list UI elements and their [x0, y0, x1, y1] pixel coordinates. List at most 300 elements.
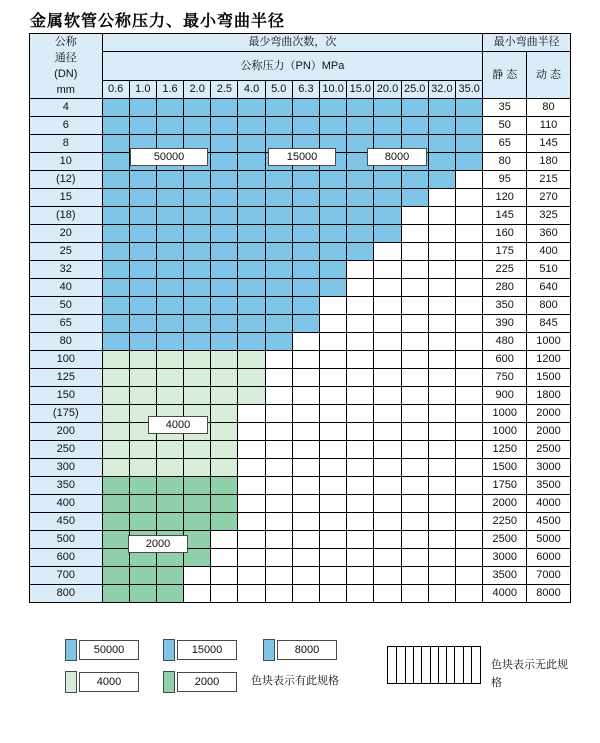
grid-cell — [374, 369, 401, 387]
legend-swatch — [163, 671, 175, 693]
dn-value: 4 — [30, 99, 103, 117]
static-radius: 750 — [483, 369, 527, 387]
grid-cell — [347, 531, 374, 549]
grid-cell — [184, 387, 211, 405]
grid-cell — [238, 351, 265, 369]
grid-cell — [320, 423, 347, 441]
table-row — [30, 423, 571, 441]
static-radius: 3500 — [483, 567, 527, 585]
grid-cell — [184, 351, 211, 369]
grid-cell — [455, 135, 482, 153]
table-row — [30, 171, 571, 189]
grid-cell — [238, 189, 265, 207]
grid-cell — [129, 387, 156, 405]
grid-cell — [102, 567, 129, 585]
grid-cell — [102, 369, 129, 387]
dn-header-line: (DN) — [54, 68, 78, 80]
pn-value-header: 1.0 — [129, 81, 156, 99]
dn-header-cell — [30, 34, 103, 99]
grid-cell — [129, 207, 156, 225]
grid-cell — [102, 207, 129, 225]
grid-cell — [156, 477, 183, 495]
grid-cell — [238, 495, 265, 513]
grid-cell — [455, 441, 482, 459]
page-title: 金属软管公称压力、最小弯曲半径 — [30, 13, 286, 30]
static-radius: 1000 — [483, 405, 527, 423]
grid-cell — [401, 261, 428, 279]
grid-cell — [374, 423, 401, 441]
grid-cell — [374, 549, 401, 567]
dn-value: 150 — [30, 387, 103, 405]
table-row — [30, 441, 571, 459]
grid-cell — [211, 531, 238, 549]
grid-cell — [455, 261, 482, 279]
grid-cell — [428, 477, 455, 495]
grid-cell — [211, 189, 238, 207]
grid-cell — [102, 495, 129, 513]
static-radius: 900 — [483, 387, 527, 405]
grid-cell — [428, 567, 455, 585]
grid-cell — [347, 315, 374, 333]
grid-cell — [265, 405, 292, 423]
grid-cell — [184, 441, 211, 459]
legend-swatch — [65, 671, 77, 693]
dn-value: 80 — [30, 333, 103, 351]
grid-cell — [320, 297, 347, 315]
grid-cell — [347, 117, 374, 135]
pn-value-header: 5.0 — [265, 81, 292, 99]
radius-dynamic-header: 动 态 — [527, 52, 571, 99]
table-row — [30, 117, 571, 135]
grid-cell — [320, 387, 347, 405]
dn-value: 800 — [30, 585, 103, 603]
grid-cell — [156, 189, 183, 207]
grid-cell — [156, 243, 183, 261]
radius-static-header: 静 态 — [483, 52, 527, 99]
header-row-2 — [30, 52, 571, 81]
grid-cell — [102, 477, 129, 495]
grid-cell — [455, 315, 482, 333]
legend-swatch — [163, 639, 175, 661]
table-row — [30, 387, 571, 405]
static-radius: 120 — [483, 189, 527, 207]
grid-cell — [156, 495, 183, 513]
grid-cell — [265, 279, 292, 297]
dynamic-radius: 510 — [527, 261, 571, 279]
grid-cell — [238, 423, 265, 441]
legend-box: 4000 — [79, 672, 139, 692]
static-radius: 480 — [483, 333, 527, 351]
grid-cell — [238, 369, 265, 387]
grid-cell — [129, 585, 156, 603]
grid-cell — [184, 495, 211, 513]
grid-cell — [320, 207, 347, 225]
grid-cell — [156, 513, 183, 531]
grid-cell — [238, 531, 265, 549]
grid-cell — [211, 99, 238, 117]
dynamic-radius: 7000 — [527, 567, 571, 585]
grid-cell — [156, 279, 183, 297]
grid-cell — [156, 567, 183, 585]
static-radius: 350 — [483, 297, 527, 315]
static-radius: 35 — [483, 99, 527, 117]
grid-cell — [102, 135, 129, 153]
grid-cell — [156, 117, 183, 135]
grid-cell — [238, 261, 265, 279]
dn-value: 65 — [30, 315, 103, 333]
grid-cell — [292, 459, 319, 477]
grid-cell — [374, 351, 401, 369]
bend-times-header: 最少弯曲次数，次 — [102, 34, 483, 52]
dynamic-radius: 3000 — [527, 459, 571, 477]
grid-cell — [320, 405, 347, 423]
grid-cell — [320, 441, 347, 459]
grid-cell — [292, 297, 319, 315]
static-radius: 1500 — [483, 459, 527, 477]
grid-cell — [320, 459, 347, 477]
dn-value: 6 — [30, 117, 103, 135]
grid-cell — [265, 369, 292, 387]
grid-cell — [292, 423, 319, 441]
dn-value: 125 — [30, 369, 103, 387]
grid-cell — [455, 387, 482, 405]
header-row-1 — [30, 34, 571, 52]
grid-cell — [129, 225, 156, 243]
grid-cell — [455, 495, 482, 513]
grid-cell — [428, 99, 455, 117]
pn-value-header: 15.0 — [347, 81, 374, 99]
dynamic-radius: 1200 — [527, 351, 571, 369]
grid-cell — [184, 459, 211, 477]
dynamic-radius: 180 — [527, 153, 571, 171]
grid-cell — [238, 99, 265, 117]
spec-table — [29, 33, 571, 603]
grid-cell — [455, 171, 482, 189]
dynamic-radius: 6000 — [527, 549, 571, 567]
table-row — [30, 531, 571, 549]
grid-cell — [238, 315, 265, 333]
overlay-value-15000: 15000 — [268, 148, 336, 166]
grid-cell — [428, 315, 455, 333]
grid-cell — [401, 315, 428, 333]
grid-cell — [102, 261, 129, 279]
grid-cell — [265, 261, 292, 279]
grid-cell — [428, 279, 455, 297]
pn-value-header: 25.0 — [401, 81, 428, 99]
grid-cell — [374, 495, 401, 513]
grid-cell — [374, 585, 401, 603]
table-row — [30, 351, 571, 369]
table-row — [30, 243, 571, 261]
dn-value: 700 — [30, 567, 103, 585]
grid-cell — [156, 225, 183, 243]
grid-cell — [320, 549, 347, 567]
grid-cell — [211, 387, 238, 405]
grid-cell — [347, 477, 374, 495]
pn-value-header: 32.0 — [428, 81, 455, 99]
grid-cell — [211, 405, 238, 423]
grid-cell — [184, 117, 211, 135]
grid-cell — [292, 171, 319, 189]
grid-cell — [211, 477, 238, 495]
dynamic-radius: 5000 — [527, 531, 571, 549]
grid-cell — [238, 441, 265, 459]
grid-cell — [265, 477, 292, 495]
grid-cell — [347, 279, 374, 297]
pn-value-header: 4.0 — [238, 81, 265, 99]
static-radius: 3000 — [483, 549, 527, 567]
grid-cell — [211, 351, 238, 369]
grid-cell — [102, 549, 129, 567]
grid-cell — [428, 153, 455, 171]
grid-cell — [455, 459, 482, 477]
grid-cell — [428, 135, 455, 153]
grid-cell — [211, 459, 238, 477]
grid-cell — [265, 315, 292, 333]
grid-cell — [320, 369, 347, 387]
static-radius: 390 — [483, 315, 527, 333]
dn-value: 350 — [30, 477, 103, 495]
pn-value-header: 20.0 — [374, 81, 401, 99]
grid-cell — [184, 279, 211, 297]
grid-cell — [401, 333, 428, 351]
grid-cell — [129, 513, 156, 531]
grid-cell — [292, 567, 319, 585]
grid-cell — [211, 297, 238, 315]
grid-cell — [292, 495, 319, 513]
grid-cell — [401, 549, 428, 567]
grid-cell — [129, 369, 156, 387]
grid-cell — [320, 243, 347, 261]
grid-cell — [265, 225, 292, 243]
dynamic-radius: 270 — [527, 189, 571, 207]
grid-cell — [374, 297, 401, 315]
grid-cell — [238, 333, 265, 351]
grid-cell — [374, 243, 401, 261]
static-radius: 160 — [483, 225, 527, 243]
grid-cell — [238, 135, 265, 153]
grid-cell — [156, 99, 183, 117]
static-radius: 225 — [483, 261, 527, 279]
grid-cell — [265, 297, 292, 315]
grid-cell — [265, 459, 292, 477]
grid-cell — [320, 531, 347, 549]
dn-value: 500 — [30, 531, 103, 549]
grid-cell — [428, 207, 455, 225]
grid-cell — [347, 567, 374, 585]
grid-cell — [211, 225, 238, 243]
grid-cell — [129, 459, 156, 477]
grid-cell — [238, 297, 265, 315]
static-radius: 4000 — [483, 585, 527, 603]
dynamic-radius: 4000 — [527, 495, 571, 513]
grid-cell — [401, 369, 428, 387]
grid-cell — [292, 369, 319, 387]
grid-cell — [347, 333, 374, 351]
grid-cell — [374, 315, 401, 333]
grid-cell — [320, 279, 347, 297]
grid-cell — [401, 585, 428, 603]
grid-cell — [347, 405, 374, 423]
grid-cell — [401, 459, 428, 477]
grid-cell — [211, 207, 238, 225]
grid-cell — [347, 585, 374, 603]
dynamic-radius: 360 — [527, 225, 571, 243]
dn-value: 32 — [30, 261, 103, 279]
grid-cell — [320, 189, 347, 207]
grid-cell — [374, 171, 401, 189]
grid-cell — [320, 225, 347, 243]
grid-cell — [428, 387, 455, 405]
static-radius: 145 — [483, 207, 527, 225]
grid-cell — [347, 513, 374, 531]
grid-cell — [184, 99, 211, 117]
grid-cell — [265, 549, 292, 567]
static-radius: 1250 — [483, 441, 527, 459]
grid-cell — [102, 225, 129, 243]
grid-cell — [347, 351, 374, 369]
grid-cell — [211, 549, 238, 567]
grid-cell — [401, 441, 428, 459]
grid-cell — [102, 243, 129, 261]
static-radius: 65 — [483, 135, 527, 153]
grid-cell — [156, 369, 183, 387]
grid-cell — [374, 567, 401, 585]
grid-cell — [455, 117, 482, 135]
grid-cell — [265, 333, 292, 351]
grid-cell — [129, 243, 156, 261]
static-radius: 95 — [483, 171, 527, 189]
grid-cell — [455, 549, 482, 567]
grid-cell — [401, 225, 428, 243]
dynamic-radius: 3500 — [527, 477, 571, 495]
grid-cell — [455, 531, 482, 549]
grid-cell — [455, 153, 482, 171]
grid-cell — [265, 99, 292, 117]
dn-header-line: mm — [56, 84, 75, 96]
grid-cell — [374, 279, 401, 297]
dynamic-radius: 110 — [527, 117, 571, 135]
dynamic-radius: 8000 — [527, 585, 571, 603]
dynamic-radius: 800 — [527, 297, 571, 315]
grid-cell — [156, 441, 183, 459]
dn-value: (175) — [30, 405, 103, 423]
grid-cell — [292, 117, 319, 135]
grid-cell — [428, 495, 455, 513]
grid-cell — [374, 459, 401, 477]
grid-cell — [265, 387, 292, 405]
grid-cell — [292, 531, 319, 549]
grid-cell — [238, 477, 265, 495]
grid-cell — [156, 333, 183, 351]
grid-cell — [428, 189, 455, 207]
static-radius: 80 — [483, 153, 527, 171]
grid-cell — [428, 459, 455, 477]
grid-cell — [238, 153, 265, 171]
grid-cell — [401, 495, 428, 513]
spec-table-container — [29, 33, 571, 603]
grid-cell — [184, 315, 211, 333]
grid-cell — [102, 297, 129, 315]
grid-cell — [374, 261, 401, 279]
static-radius: 175 — [483, 243, 527, 261]
grid-cell — [211, 153, 238, 171]
grid-cell — [292, 549, 319, 567]
dynamic-radius: 640 — [527, 279, 571, 297]
dynamic-radius: 845 — [527, 315, 571, 333]
grid-cell — [292, 585, 319, 603]
grid-cell — [428, 171, 455, 189]
grid-cell — [211, 441, 238, 459]
grid-cell — [401, 387, 428, 405]
grid-cell — [292, 279, 319, 297]
grid-cell — [428, 297, 455, 315]
grid-cell — [455, 297, 482, 315]
table-row — [30, 333, 571, 351]
legend-swatch — [65, 639, 77, 661]
grid-cell — [455, 585, 482, 603]
grid-cell — [265, 243, 292, 261]
grid-cell — [102, 423, 129, 441]
grid-cell — [211, 333, 238, 351]
grid-cell — [428, 369, 455, 387]
pn-value-header: 1.6 — [156, 81, 183, 99]
grid-cell — [455, 279, 482, 297]
legend-box: 50000 — [79, 640, 139, 660]
grid-cell — [129, 297, 156, 315]
grid-cell — [211, 315, 238, 333]
grid-cell — [184, 369, 211, 387]
pn-value-header: 6.3 — [292, 81, 319, 99]
dn-value: 450 — [30, 513, 103, 531]
grid-cell — [292, 207, 319, 225]
dn-value: 250 — [30, 441, 103, 459]
grid-cell — [238, 387, 265, 405]
grid-cell — [455, 207, 482, 225]
grid-cell — [265, 117, 292, 135]
table-row — [30, 585, 571, 603]
grid-cell — [238, 405, 265, 423]
grid-cell — [102, 333, 129, 351]
grid-cell — [102, 153, 129, 171]
table-row — [30, 549, 571, 567]
grid-cell — [211, 135, 238, 153]
grid-cell — [292, 315, 319, 333]
pn-value-header: 0.6 — [102, 81, 129, 99]
static-radius: 280 — [483, 279, 527, 297]
grid-cell — [156, 351, 183, 369]
grid-cell — [102, 387, 129, 405]
grid-cell — [428, 243, 455, 261]
grid-cell — [129, 189, 156, 207]
grid-cell — [428, 261, 455, 279]
grid-cell — [265, 531, 292, 549]
grid-cell — [401, 279, 428, 297]
dn-value: 200 — [30, 423, 103, 441]
dn-value: 20 — [30, 225, 103, 243]
grid-cell — [347, 387, 374, 405]
grid-cell — [265, 441, 292, 459]
grid-cell — [320, 261, 347, 279]
static-radius: 1000 — [483, 423, 527, 441]
dn-value: 100 — [30, 351, 103, 369]
grid-cell — [292, 243, 319, 261]
grid-cell — [455, 369, 482, 387]
grid-cell — [428, 351, 455, 369]
grid-cell — [265, 513, 292, 531]
legend-swatch — [263, 639, 275, 661]
grid-cell — [374, 333, 401, 351]
